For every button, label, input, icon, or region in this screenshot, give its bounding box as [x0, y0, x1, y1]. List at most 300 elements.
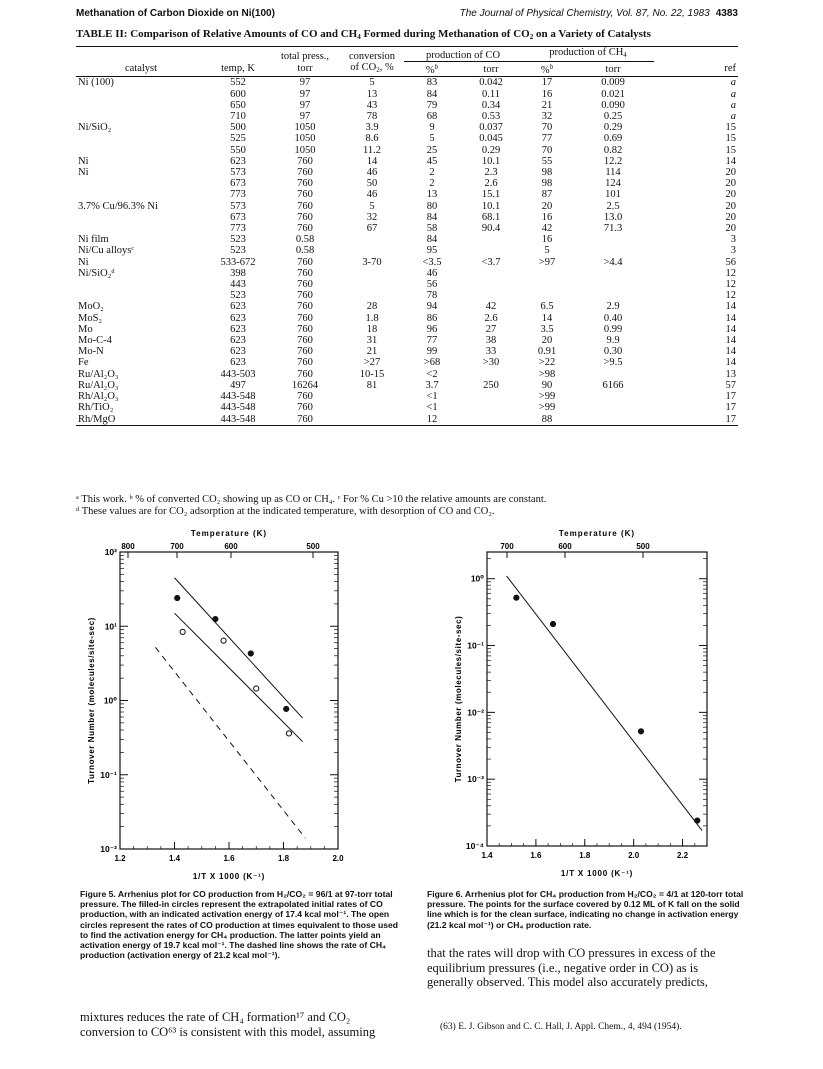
table-cell: 1050 — [294, 122, 316, 134]
table-cell: 12.2 — [603, 155, 623, 167]
table-cell — [76, 223, 206, 234]
table-cell: 0.30 — [603, 346, 623, 358]
table-cell: 17 — [541, 77, 553, 89]
table-cell: 250 — [483, 379, 499, 391]
header-left: Methanation of Carbon Dioxide on Ni(100) — [76, 8, 275, 19]
x-tick-label: 1.8 — [277, 854, 290, 863]
table-cell: 760 — [297, 323, 313, 335]
table-row — [76, 290, 738, 301]
table-cell: 78 — [366, 111, 378, 123]
table-cell: 79 — [426, 99, 438, 111]
table-cell: 0.99 — [603, 323, 623, 335]
table-cell: 760 — [297, 346, 313, 358]
table-cell: 12 — [426, 413, 438, 425]
table-cell: 84 — [426, 88, 438, 100]
table-cell: 98 — [541, 167, 553, 179]
x-tick-label: 1.6 — [530, 851, 542, 860]
table-cell: 114 — [605, 167, 621, 179]
table-cell: 38 — [485, 335, 497, 347]
fit-line — [175, 578, 303, 718]
filled-data-point — [213, 616, 218, 621]
table-cell: Fe — [78, 357, 89, 369]
table-row — [76, 380, 738, 391]
table-cell — [76, 89, 206, 100]
table-cell: 90 — [541, 379, 553, 391]
table-cell: 13 — [366, 88, 378, 100]
table-cell — [572, 414, 654, 426]
table-cell: 760 — [297, 189, 313, 201]
page-number: 4383 — [715, 8, 738, 19]
table-cell: 97 — [299, 77, 311, 89]
table-cell — [340, 290, 404, 301]
table-cell: 3.7 — [425, 379, 439, 391]
table-cell: 623 — [230, 346, 246, 358]
table-row — [76, 122, 738, 133]
table-cell — [572, 369, 654, 380]
table-cell: >9.5 — [603, 357, 623, 369]
table-cell: 14 — [725, 301, 736, 313]
table-cell: 97 — [299, 88, 311, 100]
table-cell: 443 — [230, 279, 246, 291]
top-tick-label: 700 — [500, 542, 514, 551]
table-cell: Ni film — [78, 234, 109, 246]
figure-6-caption: Figure 6. Arrhenius plot for CH₄ production from H₂/CO₂ = 4/1 at 120-torr total pressure. The points for the surface covered by 0.12 ML of K fall on the solid line which is for the clean surface, indicating no change in activation energy (21.2 kcal mol⁻¹) or CH₄ production rate. — [427, 889, 744, 930]
table-cell: 80 — [426, 200, 438, 212]
table-cell: 84 — [426, 211, 438, 223]
table-cell: 9 — [429, 122, 435, 134]
table-cell: 95 — [426, 245, 438, 257]
table-cell: <3.7 — [481, 256, 501, 268]
header-production-ch4: production of $CH_4$ — [522, 47, 654, 62]
y-axis-label: Turnover Number (molecules/site-sec) — [454, 615, 463, 783]
table-cell: 523 — [230, 234, 246, 246]
table-cell: 14 — [541, 312, 553, 324]
table-cell: 3.7% Cu/96.3% Ni — [78, 200, 158, 212]
table-cell: 45 — [426, 155, 438, 167]
table-cell: 12 — [725, 279, 736, 291]
table-cell: 0.037 — [479, 122, 503, 134]
table-cell — [460, 279, 522, 290]
table-cell: 67 — [366, 223, 378, 235]
table-cell: 500 — [230, 122, 246, 134]
table-cell — [76, 279, 206, 290]
table-cell — [522, 268, 572, 279]
plot-frame — [487, 552, 707, 846]
table-cell — [340, 234, 404, 245]
header-temp: temp, K — [221, 63, 255, 75]
table-cell: 56 — [725, 256, 736, 268]
header-torr-ch4: torr — [605, 63, 621, 75]
table-cell — [76, 189, 206, 200]
table-cell: Mo-C-4 — [78, 335, 112, 347]
table-cell: <1 — [426, 391, 438, 403]
table-cell: 17 — [725, 413, 736, 425]
table-cell: 0.009 — [601, 77, 625, 89]
table-cell: >98 — [538, 368, 556, 380]
table-cell — [460, 369, 522, 380]
table-cell: 3.9 — [365, 122, 379, 134]
table-cell: >22 — [538, 357, 556, 369]
table-cell: 25 — [426, 144, 438, 156]
table-cell — [460, 391, 522, 402]
table-cell — [572, 234, 654, 245]
table-cell: 77 — [541, 133, 553, 145]
table-cell: 710 — [230, 111, 246, 123]
table-cell: Ni — [78, 155, 89, 167]
table-cell: Ni/SiO₂ᵈ — [78, 267, 115, 279]
table-cell: 0.40 — [603, 312, 623, 324]
table-cell: 760 — [297, 368, 313, 380]
table-cell: 550 — [230, 144, 246, 156]
filled-data-point — [695, 818, 700, 823]
table-cell: 50 — [366, 178, 378, 190]
table-cell: a — [730, 88, 736, 100]
table-cell: 2.6 — [484, 312, 498, 324]
table-cell: 20 — [725, 211, 736, 223]
table-cell: Mo-N — [78, 346, 104, 358]
figure-5-plot — [80, 526, 380, 886]
table-cell: 623 — [230, 312, 246, 324]
figure-6-plot — [455, 526, 735, 881]
table-cell: 101 — [605, 189, 621, 201]
table-cell: 523 — [230, 290, 246, 302]
table-cell — [522, 279, 572, 290]
table-footnote-1: ᵃ This work. ᵇ % of converted CO₂ showing up as CO or CH₄. ᶜ For % Cu >10 the relative amounts are constant. — [76, 494, 547, 505]
table-cell: 13.0 — [603, 211, 623, 223]
x-tick-label: 2.2 — [676, 851, 689, 860]
open-data-point — [286, 731, 291, 736]
table-cell: >68 — [423, 357, 441, 369]
table-cell: 673 — [230, 211, 246, 223]
y-tick-label: 10⁻² — [467, 707, 484, 718]
fit-line — [507, 576, 703, 831]
y-tick-label: 10⁻⁴ — [465, 841, 484, 851]
table-cell: 21 — [541, 99, 553, 111]
table-cell: 525 — [230, 133, 246, 145]
filled-data-point — [550, 621, 555, 626]
table-cell — [76, 290, 206, 301]
table-cell — [572, 245, 654, 256]
table-cell — [340, 268, 404, 279]
table-cell: 533-672 — [220, 256, 256, 268]
table-cell: 760 — [297, 290, 313, 302]
table-cell: 773 — [230, 223, 246, 235]
table-cell: 14 — [725, 155, 736, 167]
table-cell: Ni — [78, 256, 89, 268]
table-cell: 673 — [230, 178, 246, 190]
table-cell: 14 — [725, 312, 736, 324]
filled-data-point — [175, 595, 180, 600]
table-cell: 573 — [230, 200, 246, 212]
table-cell: MoS₂ — [78, 312, 103, 324]
table-row — [76, 313, 738, 324]
table-cell: 83 — [426, 77, 438, 89]
table-cell: 17 — [725, 402, 736, 414]
table-cell: 99 — [426, 346, 438, 358]
top-tick-label: 600 — [558, 542, 572, 551]
table-cell: 20 — [725, 178, 736, 190]
table-cell: 32 — [366, 211, 378, 223]
table-footnote-2: ᵈ These values are for CO₂ adsorption at the indicated temperature, with desorption of CO and CO₂. — [76, 506, 495, 517]
header-pct-co: %$^b$ — [425, 63, 439, 77]
table-cell: 88 — [541, 413, 553, 425]
body-text-left: mixtures reduces the rate of CH₄ formation¹⁷ and CO₂ conversion to CO⁶³ is consistent with this model, assuming — [80, 1010, 376, 1039]
x-tick-label: 2.0 — [332, 854, 344, 863]
table-cell: 14 — [725, 335, 736, 347]
table-cell: >30 — [482, 357, 500, 369]
table-cell — [460, 245, 522, 256]
table-cell: 98 — [541, 178, 553, 190]
y-tick-label: 10¹ — [104, 621, 117, 632]
table-cell: a — [730, 99, 736, 111]
table-cell: Ni — [78, 167, 89, 179]
table-cell: 760 — [297, 200, 313, 212]
table-row — [76, 145, 738, 156]
table-cell: 16 — [541, 88, 553, 100]
table-cell: 32 — [541, 111, 553, 123]
table-cell: Ni/Cu alloysᶜ — [78, 245, 135, 257]
table-cell: 760 — [297, 301, 313, 313]
table-cell: 0.045 — [479, 133, 503, 145]
table-row — [76, 156, 738, 167]
table-cell — [460, 290, 522, 301]
table-cell: 8.6 — [365, 133, 379, 145]
top-tick-label: 800 — [121, 542, 135, 551]
table-cell: 1050 — [294, 144, 316, 156]
table-cell: 2 — [429, 178, 435, 190]
table-cell: Mo — [78, 323, 93, 335]
table-cell: 760 — [297, 178, 313, 190]
table-cell: 58 — [426, 223, 438, 235]
table-cell: 42 — [541, 223, 553, 235]
filled-data-point — [284, 706, 289, 711]
table-cell: 760 — [297, 279, 313, 291]
y-axis-label: Turnover Number (molecules/site-sec) — [87, 617, 96, 784]
x-tick-label: 1.4 — [481, 851, 493, 860]
header-ref: ref — [724, 63, 736, 75]
table-cell: 760 — [297, 256, 313, 268]
table-cell: 15 — [725, 133, 736, 145]
table-cell: 443-548 — [220, 413, 256, 425]
table-cell: 0.29 — [603, 122, 623, 134]
table-cell — [460, 268, 522, 279]
table-cell: 84 — [426, 234, 438, 246]
table-cell: 10.1 — [481, 155, 501, 167]
table-cell: 650 — [230, 99, 246, 111]
running-header — [76, 8, 738, 22]
table-cell: 14 — [366, 155, 378, 167]
table-cell: 9.9 — [606, 335, 620, 347]
table-cell: Ni/SiO₂ — [78, 122, 112, 134]
table-row — [76, 402, 738, 413]
header-catalyst: catalyst — [124, 63, 158, 75]
table-cell: 623 — [230, 335, 246, 347]
header-right — [460, 8, 738, 19]
table-cell: 20 — [725, 223, 736, 235]
table-cell: 42 — [485, 301, 497, 313]
table-cell: 46 — [366, 189, 378, 201]
x-tick-label: 1.8 — [579, 851, 591, 860]
table-cell: 13 — [725, 368, 736, 380]
table-cell: 600 — [230, 88, 246, 100]
table-cell: 46 — [366, 167, 378, 179]
table-cell — [572, 402, 654, 413]
table-cell: 3 — [730, 234, 736, 246]
table-cell: 33 — [485, 346, 497, 358]
table-cell: 760 — [297, 267, 313, 279]
table-row — [76, 223, 738, 234]
table-cell: <3.5 — [422, 256, 442, 268]
y-tick-label: 10² — [104, 547, 117, 557]
table-cell: 55 — [541, 155, 553, 167]
table-cell: 3-70 — [362, 256, 382, 268]
reference-63: (63) E. J. Gibson and C. C. Hall, J. Appl. Chem., 4, 494 (1954). — [440, 1022, 682, 1032]
table-cell: 0.91 — [537, 346, 557, 358]
top-axis-label: Temperature (K) — [558, 529, 636, 538]
table-cell: 68.1 — [481, 211, 501, 223]
table-cell: 5 — [369, 200, 375, 212]
table-cell: 20 — [541, 335, 553, 347]
table-cell — [76, 212, 206, 223]
table-cell: 623 — [230, 301, 246, 313]
table-cell: >99 — [538, 402, 556, 414]
table-cell: 16264 — [291, 379, 319, 391]
table-cell: 14 — [725, 357, 736, 369]
table-cell: 760 — [297, 155, 313, 167]
table-cell: 97 — [299, 111, 311, 123]
table-row — [76, 189, 738, 200]
table-cell: 760 — [297, 357, 313, 369]
table-row — [76, 167, 738, 178]
open-data-point — [221, 638, 226, 643]
x-tick-label: 1.2 — [114, 854, 126, 863]
table-cell: Ru/Al₂O₃ — [78, 379, 119, 391]
table-row — [76, 301, 738, 312]
table-cell: 87 — [541, 189, 553, 201]
table-cell: 760 — [297, 223, 313, 235]
table-cell: 10-15 — [359, 368, 385, 380]
table-row — [76, 212, 738, 223]
table-cell: 443-548 — [220, 391, 256, 403]
table-row — [76, 346, 738, 357]
figure-5-caption: Figure 5. Arrhenius plot for CO production from H₂/CO₂ = 96/1 at 97-torr total pressure. The filled-in circles represent the extrapolated initial rates of CO production, with an indicated activation energy of 17.4 kcal mol⁻¹. The open circles represent the rates of CO production at times equivalent to those used to find the activation energy for CH₄ production. The latter points yield an activation energy of 19.7 kcal mol⁻¹. The dashed line shows the rate of CH₄ production (activation energy of 21.2 kcal mol⁻¹). — [80, 889, 399, 961]
plot-frame — [120, 552, 338, 849]
table-cell — [572, 279, 654, 290]
table-cell: a — [730, 77, 736, 89]
table-cell: 77 — [426, 335, 438, 347]
header-torr-co: torr — [483, 63, 499, 75]
table-cell — [522, 290, 572, 301]
table-cell — [340, 245, 404, 256]
table-cell — [76, 133, 206, 144]
table-cell: 15 — [725, 144, 736, 156]
top-tick-label: 700 — [170, 542, 184, 551]
table-cell: 71.3 — [603, 223, 623, 235]
table-cell: 443-503 — [220, 368, 256, 380]
table-cell: 12 — [725, 290, 736, 302]
table-cell: 3.5 — [540, 323, 554, 335]
table-row — [76, 369, 738, 380]
header-press-top: total press., — [280, 50, 330, 62]
table-cell: 0.58 — [295, 234, 315, 246]
table-cell: 497 — [230, 379, 246, 391]
table-cell: 760 — [297, 312, 313, 324]
y-tick-label: 10⁻³ — [467, 774, 484, 785]
table-cell: 27 — [485, 323, 497, 335]
table-cell — [76, 145, 206, 156]
table-row — [76, 201, 738, 212]
table-cell — [340, 402, 404, 413]
table-cell: 623 — [230, 357, 246, 369]
table-cell: a — [730, 111, 736, 123]
table-cell: 0.69 — [603, 133, 623, 145]
table-cell: 18 — [366, 323, 378, 335]
table-cell: 13 — [426, 189, 438, 201]
table-cell: 14 — [725, 346, 736, 358]
x-axis-label: 1/T X 1000 (K⁻¹) — [192, 872, 266, 881]
table-cell: 20 — [541, 200, 553, 212]
table-cell: 623 — [230, 155, 246, 167]
table-cell: Ni (100) — [78, 77, 114, 89]
table-cell: 28 — [366, 301, 378, 313]
table-cell: 124 — [605, 178, 621, 190]
table-cell — [76, 100, 206, 111]
y-tick-label: 10⁻² — [100, 844, 117, 854]
open-data-point — [254, 686, 259, 691]
y-tick-label: 10⁻¹ — [467, 640, 484, 651]
top-tick-label: 500 — [306, 542, 320, 551]
table-cell: 43 — [366, 99, 378, 111]
table-cell: 15 — [725, 122, 736, 134]
table-row — [76, 178, 738, 189]
table-row — [76, 234, 738, 245]
table-cell: 0.53 — [481, 111, 501, 123]
table-cell: 16 — [541, 234, 553, 246]
table-cell: 0.58 — [295, 245, 315, 257]
table-row — [76, 245, 738, 256]
table-cell: 0.82 — [603, 144, 623, 156]
table-cell: 760 — [297, 335, 313, 347]
table-cell — [460, 402, 522, 413]
x-tick-label: 2.0 — [628, 851, 640, 860]
table-cell: 20 — [725, 167, 736, 179]
table-cell: 3 — [730, 245, 736, 257]
table-row — [76, 111, 738, 122]
table-cell: 20 — [725, 200, 736, 212]
table-row — [76, 279, 738, 290]
table-cell — [340, 391, 404, 402]
table-cell: 6166 — [602, 379, 624, 391]
table-cell: 1050 — [294, 133, 316, 145]
table-cell: 2.3 — [484, 167, 498, 179]
table-cell: 0.021 — [601, 88, 625, 100]
table-cell: 86 — [426, 312, 438, 324]
table-cell: 6.5 — [540, 301, 554, 313]
table-cell: 1.8 — [365, 312, 379, 324]
header-conv-bot: of $CO_2$, % — [350, 61, 394, 74]
table-cell: 14 — [725, 323, 736, 335]
table-row — [76, 414, 738, 426]
y-tick-label: 10⁰ — [470, 573, 484, 584]
header-press-bot: torr — [297, 63, 313, 75]
table-cell: 0.25 — [603, 111, 623, 123]
table-cell: 31 — [366, 335, 378, 347]
table-cell: 97 — [299, 99, 311, 111]
x-tick-label: 1.4 — [168, 854, 181, 863]
table-row — [76, 77, 738, 89]
table-row — [76, 357, 738, 368]
table-cell: 20 — [725, 189, 736, 201]
